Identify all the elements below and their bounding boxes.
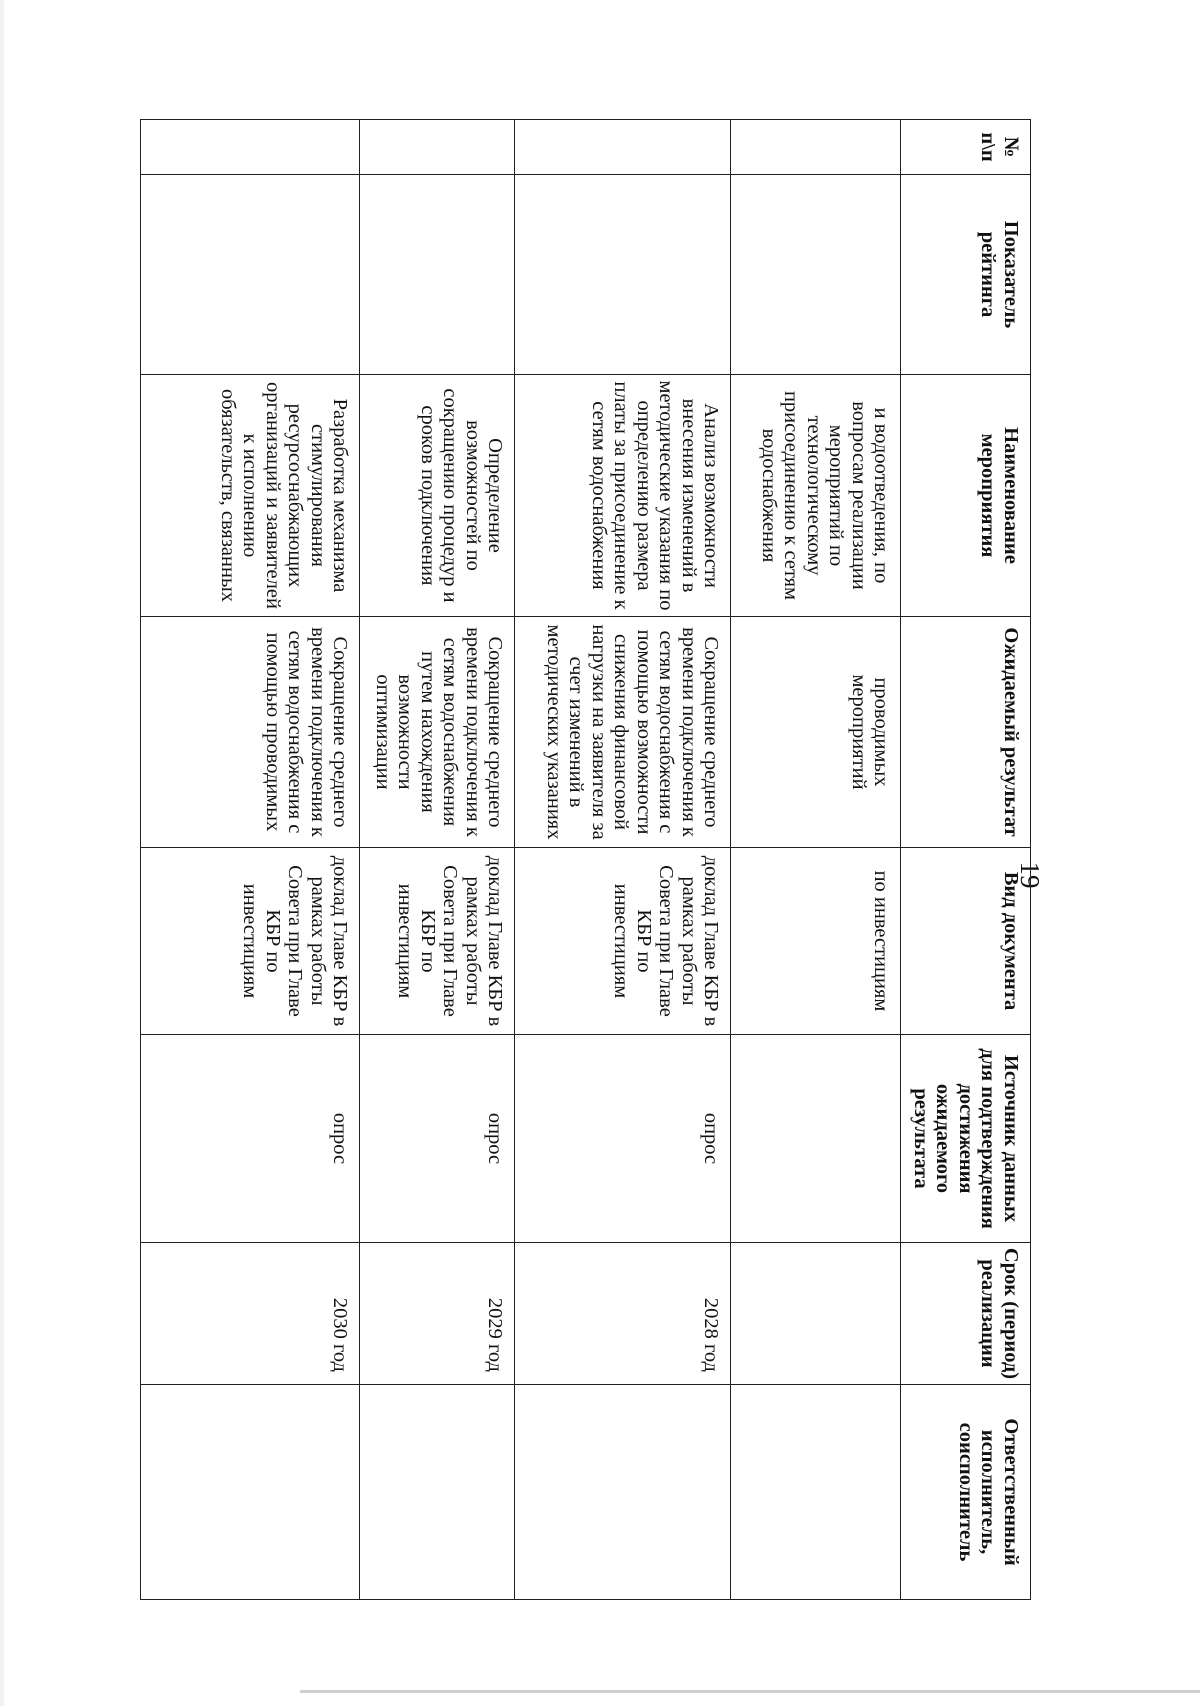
table-row [360, 120, 515, 1600]
header-term: Срок (период) реализации [901, 1243, 1031, 1385]
measures-table [141, 119, 1032, 1600]
cell-source: опрос [515, 1035, 731, 1243]
cell-responsible [515, 1385, 731, 1600]
header-number: № п\п [901, 120, 1031, 175]
cell-term: 2028 год [515, 1243, 731, 1385]
cell-responsible [360, 1385, 515, 1600]
cell-source: опрос [141, 1035, 360, 1243]
cell-term [731, 1243, 901, 1385]
header-doc-type: Вид документа [901, 848, 1031, 1035]
header-indicator: Показатель рейтинга [901, 175, 1031, 375]
cell-measure: Анализ возможности внесения изменений в методические указания по определению размера платы за присоединение к сетям водоснабжения [515, 375, 731, 617]
cell-doc-type: по инвестициям [731, 848, 901, 1035]
cell-measure: и водоотведения, по вопросам реализации мероприятий по технологическому присоединению к сетям водоснабжения [731, 375, 901, 617]
cell-number [141, 120, 360, 175]
cell-term: 2030 год [141, 1243, 360, 1385]
table-row [731, 120, 901, 1600]
table-row [515, 120, 731, 1600]
header-responsible: Ответственный исполнитель, соисполнитель [901, 1385, 1031, 1600]
cell-result: Сокращение среднего времени подключения к сетям водоснабжения с помощью возможности снижения финансовой нагрузки на заявителя за счет изменений в методических указаниях [515, 617, 731, 848]
table-header-row [901, 120, 1031, 1600]
cell-result: Сокращение среднего времени подключения к сетям водоснабжения с помощью проводимых [141, 617, 360, 848]
page-number: 19 [1015, 861, 1045, 889]
cell-term: 2029 год [360, 1243, 515, 1385]
cell-number [515, 120, 731, 175]
cell-indicator [731, 175, 901, 375]
scan-edge [0, 0, 4, 1706]
cell-source: опрос [360, 1035, 515, 1243]
table-row [141, 120, 360, 1600]
cell-doc-type: доклад Главе КБР в рамках работы Совета при Главе КБР по инвестициям [360, 848, 515, 1035]
rotated-table-wrapper [161, 119, 1031, 1599]
cell-measure: Разработка механизма стимулирования ресурсоснабжающих организаций и заявителей к исполнению обязательств, связанных [141, 375, 360, 617]
cell-responsible [141, 1385, 360, 1600]
cell-number [360, 120, 515, 175]
cell-responsible [731, 1385, 901, 1600]
scan-bottom-edge [300, 1690, 1200, 1693]
cell-source [731, 1035, 901, 1243]
cell-measure: Определение возможностей по сокращению процедур и сроков подключения [360, 375, 515, 617]
cell-result: Сокращение среднего времени подключения к сетям водоснабжения путем нахождения возможности оптимизации [360, 617, 515, 848]
cell-indicator [515, 175, 731, 375]
cell-result: проводимых мероприятий [731, 617, 901, 848]
cell-indicator [141, 175, 360, 375]
cell-doc-type: доклад Главе КБР в рамках работы Совета при Главе КБР по инвестициям [141, 848, 360, 1035]
cell-number [731, 120, 901, 175]
cell-indicator [360, 175, 515, 375]
header-result: Ожидаемый результат [901, 617, 1031, 848]
header-measure: Наименование мероприятия [901, 375, 1031, 617]
cell-doc-type: доклад Главе КБР в рамках работы Совета при Главе КБР по инвестициям [515, 848, 731, 1035]
header-source: Источник данных для подтверждения достижения ожидаемого результата [901, 1035, 1031, 1243]
